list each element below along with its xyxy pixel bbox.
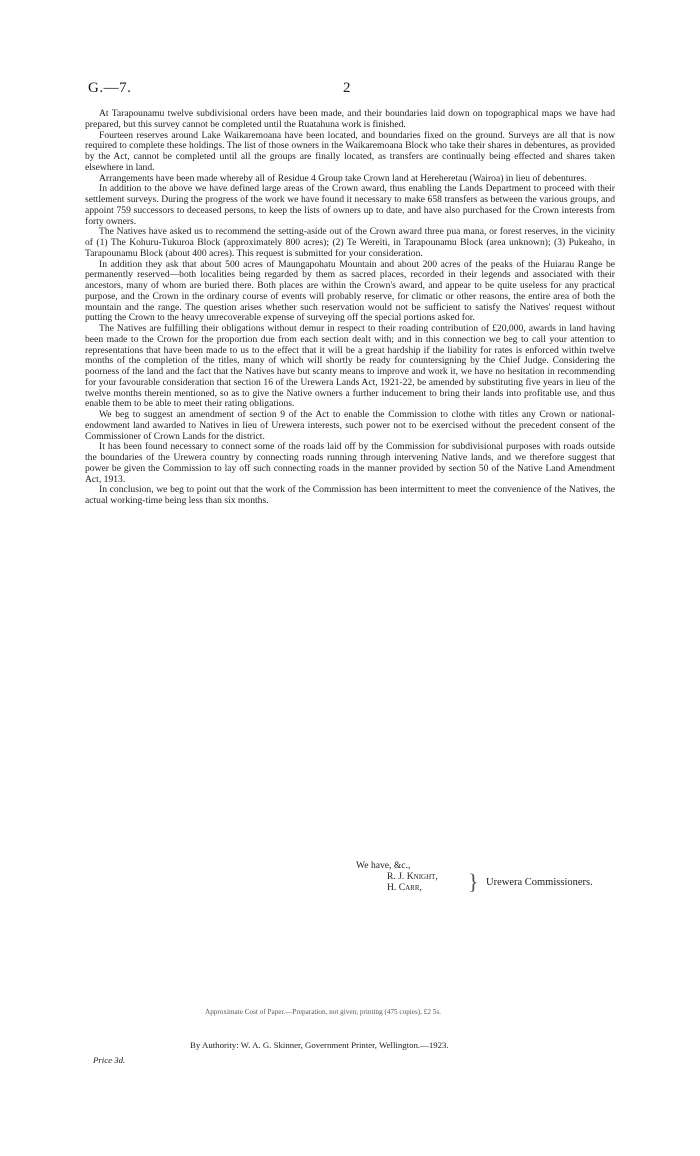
page-header xyxy=(88,80,608,100)
paragraph: In addition they ask that about 500 acres of Maungapohatu Mountain and about 200 acres of the peaks of the Huiarau Range be permanently reserved—both localities being regarded by them as sacred places, recorded in their legends and associated with their ancestors, many of whom are buried there. Both places are within the Crown's award, and appear to be quite useless for any practical purpose, and the Crown in the ordinary course of events will probably reserve, for climatic or other reasons, the entire area of both the mountain and the range. The question arises whether such reservation would not be sufficient to satisfy the Natives' request without putting the Crown to the heavy unrecoverable expense of surveying off the special portions asked for. xyxy=(85,258,615,324)
paragraph: The Natives are fulfilling their obligations without demur in respect to their roading contribution of £20,000, awards in land having been made to the Crown for the proportion due from each section dealt with; and in this connection we beg to call your attention to representations that have been made to us to the effect that it will be a great hardship if the liability for rates is enforced within twelve months of the completion of the titles, many of which will shortly be ready for countersigning by the Chief Judge. Considering the poorness of the land and the fact that the Natives have but scanty means to improve and work it, we have no hesitation in recommending for your favourable consideration that section 16 of the Urewera Lands Act, 1921-22, be amended by substituting five years in lieu of the twelve months therein mentioned, so as to give the Native owners a further inducement to bring their lands into profitable use, and thus enable them to be able to meet their rating obligations. xyxy=(85,323,615,410)
paragraph: At Tarapounamu twelve subdivisional orders have been made, and their boundaries laid down on topographical maps we have had prepared, but this survey cannot be completed until the Ruatahuna work is finished. xyxy=(85,108,615,130)
price-note: Price 3d. xyxy=(93,1055,126,1065)
cost-note: Approximate Cost of Paper.—Preparation, not given; printing (475 copies), £2 5s. xyxy=(205,1008,441,1016)
closing-line: We have, &c., xyxy=(356,860,411,871)
report-body xyxy=(85,109,615,507)
signatory-carr: H. Carr, xyxy=(387,882,422,893)
paragraph: In addition to the above we have defined large areas of the Crown award, thus enabling the Lands Department to proceed with their settlement surveys. During the progress of the work we have found it necessary to make 658 transfers as between the various groups, and appoint 759 successors to deceased persons, to keep the lists of owners up to date, and have also purchased for the Crown interests from forty owners. xyxy=(85,183,615,227)
commissioners-title: Urewera Commissioners. xyxy=(486,877,593,888)
paragraph: The Natives have asked us to recommend the setting-aside out of the Crown award three pua mana, or forest reserves, in the vicinity of (1) The Kohuru-Tukuroa Block (approximately 800 acres); (2) Te Wereiti, in Tarapounamu Block (area unknown); (3) Pukeaho, in Tarapounamu Block (about 400 acres). This request is submitted for your consideration. xyxy=(85,226,615,259)
paragraph: Arrangements have been made whereby all of Residue 4 Group take Crown land at Hereheretau (Wairoa) in lieu of debentures. xyxy=(99,172,587,184)
printer-imprint: By Authority: W. A. G. Skinner, Government Printer, Wellington.—1923. xyxy=(190,1040,449,1050)
page-number: 2 xyxy=(343,80,351,96)
signatory-knight: R. J. Knight, xyxy=(387,871,438,882)
paragraph: It has been found necessary to connect some of the roads laid off by the Commission for subdivisional purposes with roads outside the boundaries of the Urewera country by connecting roads running through intervening Native lands, and we therefore suggest that power be given the Commission to lay off such connecting roads in the manner provided by section 50 of the Native Land Amendment Act, 1913. xyxy=(85,441,615,485)
paragraph: We beg to suggest an amendment of section 9 of the Act to enable the Commission to clothe with titles any Crown or national-endowment land awarded to Natives in lieu of Urewera interests, such power not to be exercised without the precedent consent of the Commissioner of Crown Lands for the district. xyxy=(85,409,615,442)
paragraph: Fourteen reserves around Lake Waikaremoana have been located, and boundaries fixed on the ground. Surveys are all that is now required to complete these holdings. The list of those owners in the Waikaremoana Block who take their shares in debentures, as provided by the Act, cannot be completed until all the groups are finally located, as transfers are continually being effected and shares taken elsewhere in land. xyxy=(85,129,615,173)
paragraph: In conclusion, we beg to point out that the work of the Commission has been intermittent to meet the convenience of the Natives, the actual working-time being less than six months. xyxy=(85,484,615,506)
document-reference: G.—7. xyxy=(88,80,132,96)
brace-icon: } xyxy=(468,869,479,894)
